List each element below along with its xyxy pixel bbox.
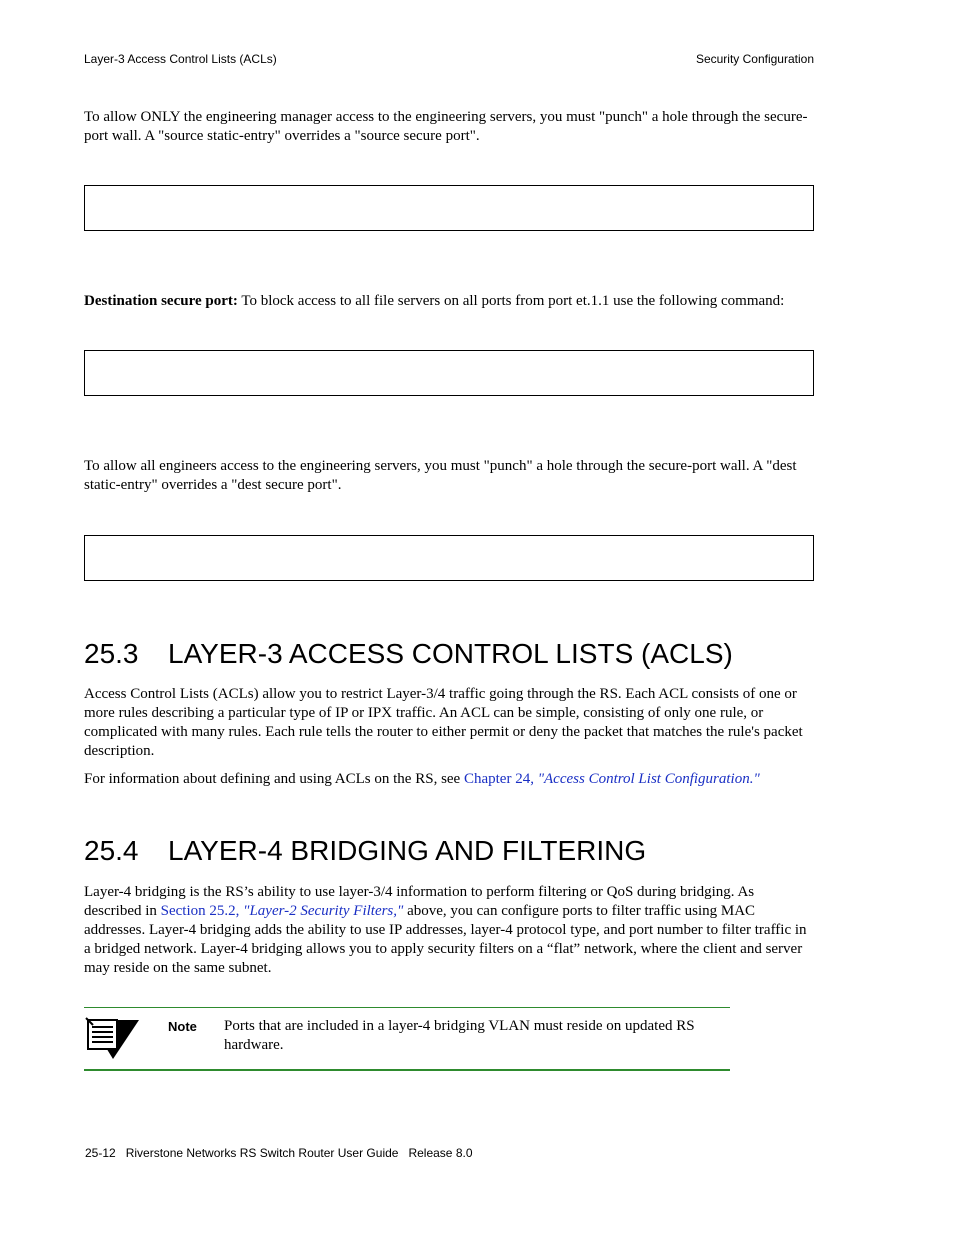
note-label: Note [168, 1019, 197, 1034]
term-destination-secure-port: Destination secure port: [84, 293, 238, 309]
paragraph-acl-reference [84, 770, 814, 789]
paragraph-text: To block access to all file servers on all ports from port et.1.1 use the following command: [237, 293, 785, 309]
link-text[interactable]: Section 25.2, [160, 903, 244, 919]
paragraph-text: To allow ONLY the engineering manager access to the engineering servers, you must "punch" a hole through the secure-port wall. A "source static-entry" overrides a "source secure port". [84, 109, 808, 144]
link-text-italic[interactable]: "Layer-2 Security Filters," [243, 903, 404, 919]
running-header-right: Security Configuration [695, 52, 814, 66]
paragraph-text: Layer-4 bridging is the RS’s ability to use layer-3/4 information to perform filtering or QoS during bridging. As described in [84, 884, 755, 919]
paragraph-dest-static-entry [84, 457, 814, 495]
section-25-4-body [84, 883, 814, 978]
note-text: Ports that are included in a layer-4 bridging VLAN must reside on updated RS hardware. [224, 1018, 695, 1053]
link-text-italic[interactable]: "Access Control List Configuration." [537, 771, 760, 787]
section-title: LAYER-4 BRIDGING AND FILTERING [168, 835, 647, 866]
command-box-3 [84, 535, 814, 581]
section-heading-25-3 [84, 638, 733, 670]
running-header-left: Layer-3 Access Control Lists (ACLs) [84, 52, 277, 66]
note-top-rule [84, 1007, 730, 1008]
page-footer: 25-12 Riverstone Networks RS Switch Router User Guide Release 8.0 [85, 1146, 473, 1160]
section-heading-25-4 [84, 835, 646, 867]
section-25-2-link[interactable] [161, 903, 404, 919]
paragraph-text: For information about defining and using ACLs on the RS, see [84, 771, 464, 787]
section-number: 25.3 [84, 638, 139, 669]
paragraph-destination-secure-port [84, 292, 814, 311]
note-icon [85, 1017, 141, 1061]
command-box-2 [84, 350, 814, 396]
paragraph-layer4-bridging [84, 883, 814, 978]
section-title: LAYER-3 ACCESS CONTROL LISTS (ACLS) [168, 638, 733, 669]
section-25-3-body [84, 685, 814, 789]
link-text[interactable]: Chapter 24, [463, 771, 538, 787]
paragraph-text: above, you can configure ports to filter traffic using MAC addresses. Layer-4 bridging adds the ability to use IP addresses, layer-4 protocol type, and port number to filter traffic in a bridged network. Layer-4 bridging allows you to apply security filters on a “flat” network, where the client and server may reside on the same subnet. [84, 903, 807, 976]
paragraph-acl-intro: Access Control Lists (ACLs) allow you to restrict Layer-3/4 traffic going through the RS. Each ACL consists of one or more rules describing a particular type of IP or IPX traffic. An ACL can be simple, consisting of only one rule, or complicated with many rules. Each rule tells the router to either permit or deny the packet that matches the rule's packet description. [84, 686, 803, 759]
paragraph-source-static-entry [84, 108, 814, 146]
chapter-24-link[interactable] [464, 771, 760, 787]
command-box-1 [84, 185, 814, 231]
section-number: 25.4 [84, 835, 139, 866]
paragraph-text: To allow all engineers access to the engineering servers, you must "punch" a hole through the secure-port wall. A "dest static-entry" overrides a "dest secure port". [84, 458, 797, 493]
note-bottom-rule [84, 1069, 730, 1071]
